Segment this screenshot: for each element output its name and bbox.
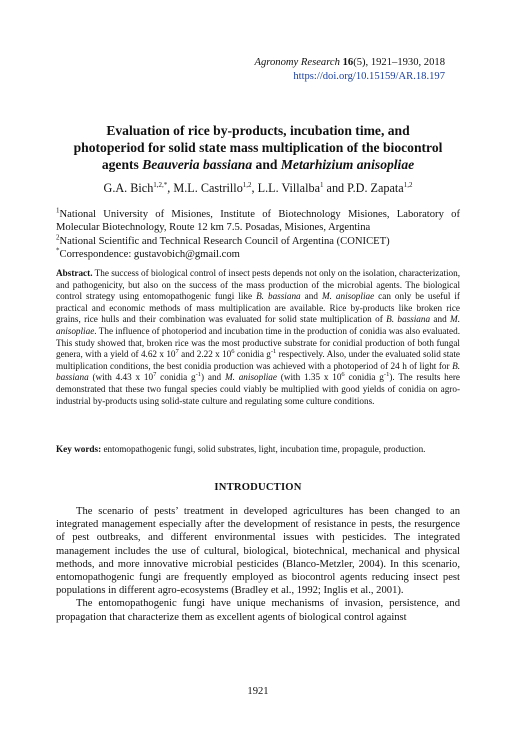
- abstract: [56, 268, 460, 407]
- page-number: 1921: [247, 686, 269, 697]
- correspondence-mark: *: [56, 246, 60, 255]
- author-3: , L.L. Villalba: [251, 181, 320, 195]
- journal-issue-pages: (5), 1921–1930, 2018: [353, 57, 445, 68]
- correspondence-email[interactable]: Correspondence: gustavobich@gmail.com: [59, 249, 240, 261]
- abstract-text: (with 1.35 x 10: [276, 372, 342, 383]
- author-4: and P.D. Zapata: [323, 181, 404, 195]
- title-line-3-prefix: agents: [101, 157, 143, 172]
- title-species-1: Beauveria bassiana: [142, 157, 253, 172]
- intro-paragraph-2: The entomopathogenic fungi have unique mechanisms of invasion, persistence, and propagation that characterize them as excellent agents of biological control against: [56, 598, 460, 623]
- intro-paragraph-1: The scenario of pests’ treatment in developed agricultures has been changed to an integrated management especially after the development of resistance in pests, the resurgence of pest outbreaks, and different environmental issues with pesticides. The integrated management includes the use of cultural, biological, biotechnical, mechanical and physical methods, and more innovative microbial pesticides (Blanco-Metzler, 2004). In this scenario, entomopathogenic fungi are frequently employed as biocontrol agents reducing insect pest populations in different agro-ecosystems (Bradley et al., 1992; Inglis et al., 2001).: [56, 506, 460, 597]
- title-conj: and: [252, 157, 281, 172]
- species-name: B. bassiana: [56, 360, 460, 383]
- abstract-text: (with 4.43 x 10: [88, 372, 154, 383]
- keywords-text: entomopathogenic fungi, solid substrates, light, incubation time, propagule, production.: [101, 444, 426, 454]
- exponent: 7: [175, 348, 179, 356]
- title-line-2: photoperiod for solid state mass multiplication of the biocontrol: [73, 140, 443, 155]
- journal-name: Agronomy Research: [254, 57, 340, 68]
- author-2: , M.L. Castrillo: [167, 181, 243, 195]
- species-name: B. bassiana: [386, 314, 431, 325]
- exponent: -1: [195, 371, 202, 379]
- abstract-text: can only be useful if practical and economic methods of mass multiplication are available. Rice by-products like broken rice grains, rice hulls and their combination was evaluated for solid state multiplication of: [56, 291, 460, 325]
- affiliation-1: [56, 208, 460, 235]
- author-1-affil: 1,2,*: [153, 180, 168, 189]
- affiliation-2: [56, 235, 460, 248]
- introduction-body: [56, 505, 460, 624]
- affiliation-2-mark: 2: [56, 233, 60, 242]
- affiliation-1-text: National University of Misiones, Institute of Biotechnology Misiones, Laboratory of Molecular Biotechnology, Route 12 km 7.5. Posadas, Misiones, Argentina: [56, 209, 460, 234]
- abstract-text: conidia g: [344, 372, 384, 383]
- author-list: [60, 181, 456, 196]
- title-line-1: Evaluation of rice by-products, incubation time, and: [106, 123, 410, 138]
- abstract-text: The success of biological control of insect pests depends not only on the isolation, characterization, and pathogenicity, but also on the success of the mass production of the microbial agents. The biological control strategy using entomopathogenic fungi like: [56, 268, 460, 302]
- abstract-text: ) and: [201, 372, 225, 383]
- affiliations: [56, 208, 460, 262]
- keywords: [56, 444, 460, 456]
- abstract-text: and 2.22 x 10: [178, 349, 232, 360]
- exponent: 7: [153, 371, 157, 379]
- title-species-2: Metarhizium anisopliae: [280, 157, 415, 172]
- abstract-text: respectively. Also, under the evaluated solid state multiplication conditions, the best conidia production was achieved with a photoperiod of 24 h of light for: [56, 349, 461, 371]
- abstract-text: . The influence of photoperiod and incubation time in the production of conidia was also evaluated. This study showed that, broken rice was the most productive substrate for conidial production of both fungal genera, with a yield of 4.62 x 10: [56, 325, 460, 360]
- abstract-text: and: [430, 314, 451, 325]
- species-name: B. bassiana: [256, 291, 301, 302]
- abstract-label: Abstract.: [56, 268, 93, 278]
- journal-header: [145, 56, 445, 84]
- affiliation-2-text: National Scientific and Technical Research Council of Argentina (CONICET): [59, 235, 390, 247]
- author-1: G.A. Bich: [103, 181, 154, 195]
- journal-volume: 16: [342, 57, 354, 68]
- abstract-text: and: [300, 291, 322, 302]
- doi-link[interactable]: https://doi.org/10.15159/AR.18.197: [293, 71, 445, 82]
- abstract-text: conidia g: [156, 372, 196, 383]
- exponent: -1: [270, 348, 277, 356]
- species-name: M. anisopliae: [56, 314, 460, 336]
- keywords-label: Key words:: [56, 444, 102, 454]
- abstract-text: conidia g: [234, 349, 271, 360]
- correspondence: [56, 248, 460, 261]
- exponent: 6: [231, 348, 235, 356]
- exponent: 6: [341, 371, 345, 379]
- exponent: -1: [383, 371, 390, 379]
- paper-title: [60, 122, 456, 173]
- species-name: M. anisopliae: [224, 372, 277, 383]
- author-3-affil: 1: [319, 180, 324, 189]
- author-4-affil: 1,2: [403, 180, 413, 189]
- author-2-affil: 1,2: [242, 180, 252, 189]
- abstract-text: ). The results here demonstrated that these two fungal species could viably be multiplied with good yields of conidia on agro-industrial by-products using solid-state culture and regulating some culture conditions.: [56, 372, 460, 406]
- section-heading-introduction: INTRODUCTION: [214, 482, 302, 493]
- species-name: M. anisopliae: [321, 291, 375, 302]
- affiliation-1-mark: 1: [56, 206, 60, 215]
